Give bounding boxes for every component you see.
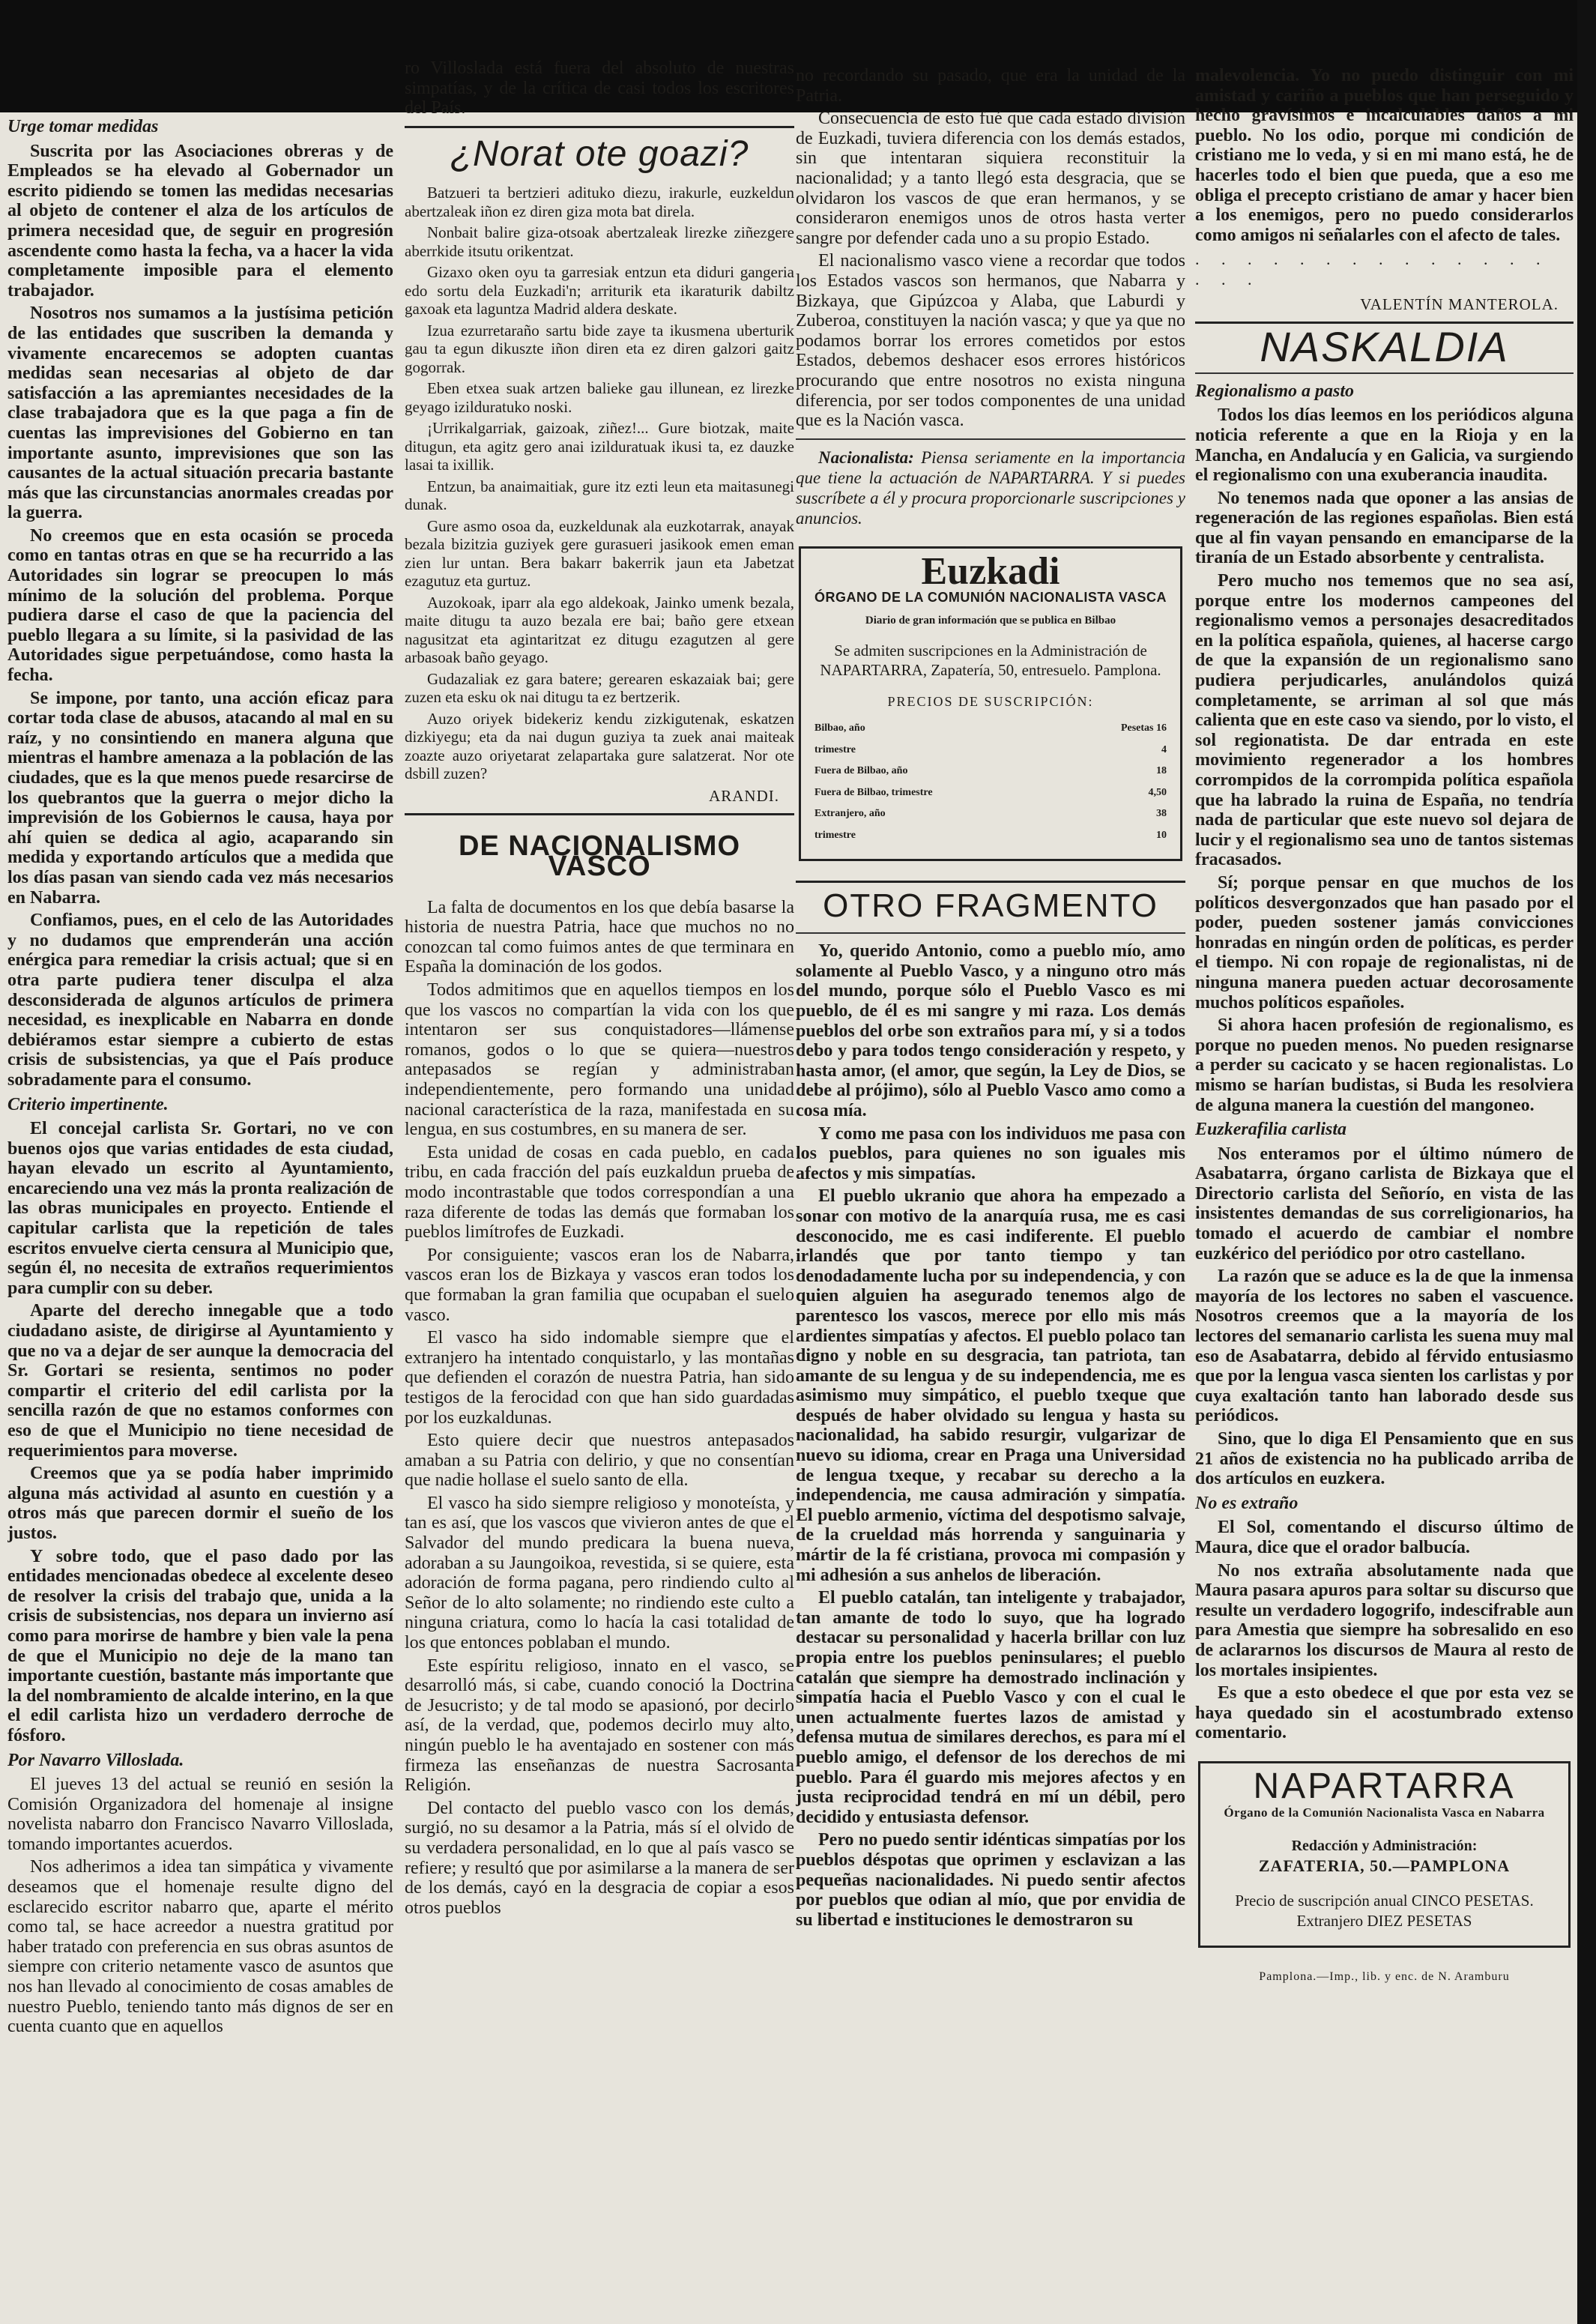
paragraph: El nacionalismo vasco viene a recordar que todos los Estados vascos son hermanos, que Nabarra y Bizkaya, que Gipúzcoa y Alaba, que Laburdi y Zuberoa, constituyen la nación vasca; y que ya que no podamos borrar los errores cometidos por estos Estados, debemos deshacer esos errores históricos procurando que entre nosotros no exista ninguna diferencia, por ser todos componentes de una unidad que es la Nación vasca. [796,251,1185,431]
column-1 [7,112,393,2316]
paragraph: Sino, que lo diga El Pensamiento que en sus 21 años de existencia no ha publicado arriba de dos artículos en euzkera. [1195,1429,1574,1489]
euzkadi-ad [799,546,1182,861]
paragraph: Y sobre todo, que el paso dado por las entidades mencionadas obedece al excelente deseo de resolver la crisis del trabajo que, unida a la crisis de subsistencias, nos depara un invierno así como para morirse de hambre y bien vale la pena de que el Municipio no deje de la mano tan importante cuestión, bastante más importante que la del nombramiento de alcalde interino, en la que el edil carlista hizo un verdadero derroche de fósforo. [7,1546,393,1745]
table-row [811,740,1170,761]
headline-fragmento: OTRO FRAGMENTO [823,887,1158,924]
dotted-separator: . . . . . . . . . . . . . . . . . [1195,250,1550,289]
price-label: Fuera de Bilbao, año [814,765,908,777]
ad-subtitle: Órgano de la Comunión Nacionalista Vasca en Nabarra [1224,1805,1545,1820]
criterio-article [7,1119,393,1745]
headline-naskaldia: NASKALDIA [1260,323,1509,371]
paragraph: ¡Urrikalgarriak, gaizoak, ziñez!... Gure biotzak, maite ditugun, eta agitz gero anai izilduratuak ikusi ta, ez dauzke lasai ta ixillik. [405,419,794,474]
paragraph: Auzo oriyek bidekeriz kendu zizkigutenak, eskatzen dizkiyegu; eta da nai dugun guziya ta zuek anai maiteak zoazte auzo oriyetarat zelapartaka gure salatzerat. Nor ote dsbill zuzen? [405,709,794,783]
paragraph: Entzun, ba anaimaitiak, gure itz ezti leun eta maitasunegi dunak. [405,477,794,514]
fragmento-article [796,941,1185,1930]
ad-title: NAPARTARRA [1253,1766,1516,1806]
paragraph: No creemos que en esta ocasión se proceda como en tantas otras en que se ha recurrido a las Autoridades sin lograr se preocupen lo más mínimo de la solución del problema. Porque pudiera darse el caso de que la paciencia del pueblo llegara a su límite, si la pasividad de las Autoridades sigue perpetuándose, como hasta la fecha. [7,525,393,686]
section-title-navarro: Por Navarro Villoslada. [7,1750,184,1770]
price-label: trimestre [814,743,856,755]
paragraph: Aparte del derecho innegable que a todo ciudadano asiste, de dirigirse al Ayuntamiento y que no va a dejar de ser aunque la democracia del Sr. Gortari se resienta, sentimos no poder compartir el criterio del edil carlista por la sencilla razón de que no estamos conformes con eso de que el Municipio no tiene necesidad de requerimientos para moverse. [7,1301,393,1461]
table-row [811,718,1170,740]
table-row [811,761,1170,782]
ad-description: Diario de gran información que se publica en Bilbao [865,614,1116,627]
euzkerafilia-article [1195,1144,1574,1489]
paragraph: Si ahora hacen profesión de regionalismo, es porque no pueden menos. No pueden resignarse a perder su cacicato y se hacen regionalistas. Lo mismo se harían budistas, si Buda les resolviera de alguna manera la cuestión del mangoneo. [1195,1015,1574,1115]
paragraph: El Sol, comentando el discurso último de Maura, dice que el orador balbucía. [1195,1518,1574,1557]
paragraph: Eben etxea suak artzen balieke gau illunean, ez lirezke geyago izilduratuko noski. [405,379,794,416]
column-2 [405,58,794,2262]
section-title-extrano: No es extraño [1195,1493,1299,1513]
paragraph: Se impone, por tanto, una acción eficaz para cortar toda clase de abusos, atacando al mal en su raíz, y no consintiendo en manera alguna que mientras el hambre amenaza a la población de las ciudades, que es la que menos puede resarcirse de los quebrantos que la guerra o mejor dicho la imprevisión de los Gobiernos le causa, haya por ahí quien se dedica al agio, acaparando sin medida y exportando artículos que a medida que los días pasan van siendo cada vez más necesarios en Nabarra. [7,688,393,908]
paragraph: Nos adherimos a idea tan simpática y vivamente deseamos que el homenaje resulte digno del esclarecido escritor nabarro que, aparte el mérito como tal, se hace acreedor a nuestra gratitud por haber tratado con preferencia en sus obras asuntos de siempre con criterio netamente vasco de asuntos que nos han llevado al conocimiento de cosas amables de nuestro Pueblo, teniendo tanto más dignos de ser en cuenta cuanto que en aquellos [7,1857,393,2037]
paragraph: Creemos que ya se podía haber imprimido alguna más actividad al asunto en cuestión y a otros más que parecen dormir el sueño de los justos. [7,1464,393,1543]
ad-prices-heading: PRECIOS DE SUSCRIPCIÓN: [887,694,1094,710]
paragraph: Gizaxo oken oyu ta garresiak entzun eta diduri gangeria edo sortu dela Euzkadi'n; arriturik eta ikaraturik dabiltz gaxoak eta laguntza Madrid aldera deskate. [405,263,794,319]
navarro-article [7,1775,393,2037]
imprint: Pamplona.—Imp., lib. y enc. de N. Aramburu [1259,1970,1510,1984]
price-value: Pesetas 16 [1120,722,1167,734]
divider [1195,372,1574,374]
table-row [811,803,1170,825]
napartarra-ad [1198,1761,1571,1949]
paragraph: malevolencia. Yo no puedo distinguir con mi amistad y cariño a pueblos que han perseguido y hecho gravísimos e incalculables daños a mi pueblo. No los odio, porque mi condición de cristiano me lo veda, y si en mi mano está, he de hacerles todo el bien que pueda, que a eso me obliga el precepto cristiano de amar y hacer bien a los enemigos, pero no puedo considerarlos como amigos ni señalarles con el afecto de tales. [1195,66,1574,245]
price-value: 10 [1156,830,1167,842]
ad-title: Euzkadi [921,549,1060,593]
paragraph: No tenemos nada que oponer a las ansias de regeneración de las regiones españolas. Bien está que al fin vayan pensando en emanciparse de la tiranía de un Estado absorbente y centralista. [1195,488,1574,568]
section-title-urge: Urge tomar medidas [7,117,159,136]
paragraph: ro Villoslada está fuera del absoluto de nuestras simpatías, y de la crítica de casi todos los escritores del País. [405,58,794,118]
note-lead: Nacionalista: [818,447,914,467]
paragraph: Nonbait balire giza-otsoak abertzaleak lirezke ziñezgere aberrkide itsutu orikentzat. [405,223,794,260]
section-title-euzkerafilia: Euzkerafilia carlista [1195,1120,1347,1140]
paragraph: Consecuencia de esto fué que cada estado división de Euzkadi, tuviera diferencia con los demás estados, sin que intentaran siquiera reconstituir la nacionalidad; y a tanto llegó esta desgracia, que se olvidaron los vascos de que eran hermanos, y se consideraron enemigos unos de otros hasta verter sangre por defender cada uno a su propio Estado. [796,109,1185,248]
paragraph: Gure asmo osoa da, euzkeldunak ala euzkotarrak, anayak bezala bizitzia guziyek gere gurasueri jasikook emen eman zien lur untan. Bera bakarr bakerrik jaun eta Jabetzat ezagutuz eta gurtuz. [405,516,794,591]
signature-manterola: VALENTÍN MANTEROLA. [1360,295,1559,313]
column-4 [1195,66,1574,2269]
ad-redaction: Redacción y Administración: [1291,1838,1478,1855]
torn-right-edge [1577,0,1596,2324]
regionalismo-article [1195,405,1574,1115]
section-title-criterio: Criterio impertinente. [7,1094,169,1114]
price-value: 38 [1156,808,1167,820]
paragraph: El jueves 13 del actual se reunió en sesión la Comisión Organizadora del homenaje al insigne novelista nabarro don Francisco Navarro Villoslada, tomando importantes acuerdos. [7,1775,393,1854]
paragraph: El vasco ha sido indomable siempre que el extranjero ha intentado conquistarlo, y las montañas que defienden el corazón de nuestra Patria, han sido testigos de la ferocidad con que han sido guardadas por los euzkaldunas. [405,1328,794,1428]
paragraph: Este espíritu religioso, innato en el vasco, se desarrolló más, si cabe, cuando conoció la Doctrina de Jesucristo; y de tal modo se apasionó, por decirlo así, de la verdad, que, podemos decirlo muy alto, ningún pueblo le ha aventajado en sostener con más firmeza las enseñanzas de nuestra Sacrosanta Religión. [405,1656,794,1796]
paragraph: Todos admitimos que en aquellos tiempos en los que los vascos no compartían la vida con los que intentaron ser sus conquistadores—llámense romanos, godos o lo que se quiera—nuestros antepasados se regían y administraban independientemente, pero formando una unidad nacional característica de la raza, manifestada en su lengua, en sus costumbres, en su manera de ser. [405,980,794,1140]
paragraph: El vasco ha sido siempre religioso y monoteísta, y tan es así, que los vascos que vivieron antes de que el Salvador del mundo predicara la buena nueva, adoraban a su Jaungoikoa, revestida, si se quiere, esta adoración de forma pagana, pero rindiendo culto al Señor de lo alto solamente; no rindiendo este culto a ninguna criatura, como lo hacía la casi totalidad de los que entonces poblaban el mundo. [405,1493,794,1653]
headline-nacionalismo: DE NACIONALISMO VASCO [459,830,740,883]
divider [796,881,1185,883]
signature-arandi: ARANDI. [709,786,779,805]
paragraph: Todos los días leemos en los periódicos alguna noticia referente a que en la Rioja y en la Mancha, en Andalucía y en Galicia, va surgiendo el regionalismo con una exuberancia inaudita. [1195,405,1574,486]
price-table [811,718,1170,847]
paragraph: Por consiguiente; vascos eran los de Nabarra, vascos eran los de Bizkaya y vascos eran todos los que formaban la gran familia que ocupaban el suelo vasco. [405,1245,794,1325]
section-title-regionalismo: Regionalismo a pasto [1195,381,1355,401]
paragraph: Del contacto del pueblo vasco con los demás, surgió, no su desamor a la Patria, más sí el olvido de su verdadera personalidad, en lo que al país vasco se refiere; y resultó que por asimilarse a la manera de ser de los demás, cayó en la desgracia de copiar a esos otros pueblos [405,1798,794,1918]
price-label: Extranjero, año [814,808,886,820]
paragraph: No nos extraña absolutamente nada que Maura pasara apuros para soltar su discurso que resulte un verdadero logogrifo, indescifrable aun para Amestia que siempre ha sobresalido en eso de aclararnos los discursos de Maura al resto de los mortales insipientes. [1195,1560,1574,1680]
paragraph: Es que a esto obedece el que por esta vez se haya quedado sin el acostumbrado extenso comentario. [1195,1683,1574,1743]
divider [405,813,794,815]
paragraph: La falta de documentos en los que debía basarse la historia de nuestra Patria, hace que muchos no no conozcan tal como fuimos antes de que terminara en España la dominación de los godos. [405,897,794,977]
paragraph: Esta unidad de cosas en cada pueblo, en cada tribu, en cada fracción del país euzkaldun prueba de modo incontrastable que todos correspondían a una raza diferente de todas las demás que formaban los pueblos limítrofes de Euzkadi. [405,1142,794,1243]
paragraph: Confiamos, pues, en el celo de las Autoridades y no dudamos que emprenderán una acción enérgica para remediar la crisis actual; que si en otra parte pudiera tener disculpa el alza desconsiderada de algunos artículos de primera necesidad, es inexplicable en Nabarra en donde debiéramos estar siempre a cubierto de estas crisis de subsistencias, ya que el País produce sobradamente para el consumo. [7,911,393,1090]
paragraph: Esto quiere decir que nuestros antepasados amaban a su Patria con delirio, y que no consentían que nadie hollase el suelo santo de ella. [405,1431,794,1491]
divider [405,126,794,128]
paragraph: Suscrita por las Asociaciones obreras y de Empleados se ha elevado al Gobernador un escrito pidiendo se tomen las medidas necesarias al objeto de contener el alza de los artículos de primera necesidad que, de seguir en progresión ascendente como hasta la fecha, va a hacer la vida completamente imposible para el elemento trabajador. [7,141,393,301]
note-text: Piensa seriamente en la importancia que tiene la actuación de NAPARTARRA. Y si puedes suscríbete a él y procura proporcionarle suscripciones y anuncios. [796,447,1185,528]
norat-article [405,184,794,783]
urge-article [7,142,393,1090]
paragraph: Nosotros nos sumamos a la justísima petición de las entidades que suscriben la demanda y vivamente encarecemos se adopten cuantas medidas sean necesarias al objeto de dar satisfacción a las apremiantes necesidades de la clase trabajadora que es la que paga a fin de cuentas las imprevisiones del Gobierno en tan importante asunto, imprevisiones que son las causantes de la actual situación precaria bastante más que las circunstancias anormales creadas por la guerra. [7,304,393,523]
paragraph: Nos enteramos por el último número de Asabatarra, órgano carlista de Bizkaya que el Directorio carlista del Señorío, en vista de las insistentes demandas de sus correligionarios, ha tomado el acuerdo de cambiar el nombre euzkérico del periódico por otro castellano. [1195,1144,1574,1264]
paragraph: Y como me pasa con los individuos me pasa con los pueblos, para quienes no son iguales mis afectos y mis simpatías. [796,1123,1185,1183]
table-row [811,825,1170,847]
paragraph: Batzueri ta bertzieri adituko diezu, irakurle, euzkeldun abertzaleak iñon ez diren giza mota bat direla. [405,184,794,220]
paragraph: no recordando su pasado, que era la unidad de la Patria. [796,66,1185,106]
ad-text: Se admiten suscripciones en la Administración de NAPARTARRA, Zapatería, 50, entresuelo. Pamplona. [820,642,1161,680]
price-label: Bilbao, año [814,722,865,734]
ad-subtitle: ÓRGANO DE LA COMUNIÓN NACIONALISTA VASCA [814,590,1167,606]
paragraph: Pero mucho nos tememos que no sea así, porque entre los modernos campeones del regionalismo vemos a personajes desacreditados en la política española, quienes, al hacerse cargo de que la expansión de un regionalismo sano pudiera perjudicarles, anulándolos quizá completamente, se arriman al sol que más calienta que en este caso va siendo, por lo visto, el sol regionatista. De dar entrada en este movimiento regenerador a los hombres corrompidos de la corrompida política española que ha labrado la ruina de España, no tendría nada de particular que este nuevo sol dejara de lucir y el regionalismo sea uno de tantos sistemas fracasados. [1195,571,1574,870]
column-3 [796,66,1185,2269]
price-label: trimestre [814,830,856,842]
paragraph: Pero no puedo sentir idénticas simpatías por los pueblos déspotas que oprimen y esclavizan a las pequeñas nacionalidades. Ni puedo sentir afectos por pueblos que odian al mío, que por envidia de su libertad e instituciones le demostraron su [796,1830,1185,1930]
extrano-article [1195,1518,1574,1743]
table-row [811,782,1170,804]
divider [796,932,1185,934]
paragraph: El pueblo catalán, tan inteligente y trabajador, tan amante de todo lo suyo, que ha logrado destacar su personalidad y hacerla brillar con luz propia entre los pueblos peninsulares; el pueblo catalán que siempre ha demostrado inclinación y simpatía hacia el Pueblo Vasco y con el cual le unen actualmente fuertes lazos de amistad y defensa mutua de similares derechos, es para mí el pueblo amigo, el defensor de los derechos de mi pueblo. Para él guardo mis mejores afectos y en justa reciprocidad tendrá en mí un débil, pero decidido y entusiasta defensor. [796,1588,1185,1827]
headline-norat: ¿Norat ote goazi? [450,133,749,174]
paragraph: Izua ezurretaraño sartu bide zaye ta ikusmena uberturik gau ta egun dikuszte iñon diren eta ez diren galzori gaitz gogorrak. [405,321,794,376]
ad-address: ZAFATERIA, 50.—PAMPLONA [1258,1856,1511,1875]
paragraph: El concejal carlista Sr. Gortari, no ve con buenos ojos que varias entidades de esta ciudad, hayan elevado un escrito al Ayuntamiento, encareciendo una vez más la pronta realización de las obras municipales en proyecto. Entiende el capitular carlista que la repetición de tales escritos envuelve cierta censura al Municipio que, según él, no necesita de extraños requerimientos para cumplir con su deber. [7,1119,393,1298]
price-label: Fuera de Bilbao, trimestre [814,786,933,798]
paragraph: Sí; porque pensar en que muchos de los políticos desvergonzados que han pasado por el poder, pueden sostener jamás convicciones honradas en ningún orden de políticas, es perder el tiempo. Ni con ropaje de regionalistas, ni de ninguna manera pueden actuar decorosamente muchos políticos españoles. [1195,872,1574,1012]
ad-price: Precio de suscripción anual CINCO PESETAS. Extranjero DIEZ PESETAS [1235,1892,1534,1930]
paragraph: Auzokoak, iparr ala ego aldekoak, Jainko umenk bezala, maite ditugu ta auzo bezala ere bai; baño gere etxean nagusitzat eta agintaritzat ez ditugu ezagutzen al gere arbasoak baño geyago. [405,593,794,667]
paragraph: La razón que se aduce es la de que la inmensa mayoría de los lectores no saben el vascuence. Nosotros creemos que a la mayoría de los lectores del semanario carlista les suena muy mal eso de Asabatarra, debido al férvido entusiasmo que por la lengua vasca sienten los carlistas y por cuya exaltación tanto han laborado desde sus periódicos. [1195,1267,1574,1426]
price-value: 18 [1156,765,1167,777]
paragraph: Gudazaliak ez gara batere; gerearen eskazaiak bai; gere zuzen eta esku ok nai ditugu ta ez bertzerik. [405,669,794,707]
subscription-note [796,447,1185,528]
price-value: 4 [1161,743,1167,755]
nacionalismo-article [405,898,794,1919]
paragraph: Yo, querido Antonio, como a pueblo mío, amo solamente al Pueblo Vasco, y a ninguno otro más del mundo, porque sólo el Pueblo Vasco es mi pueblo, de él es mi sangre y mi raza. Los demás pueblos del orbe son extraños para mí, y si a todos debo y para todos tengo consideración y respeto, y hasta amor, (el amor, que según, la Ley de Dios, se debe al prójimo), sólo al Pueblo Vasco amo como a cosa mía. [796,941,1185,1120]
paragraph: El pueblo ukranio que ahora ha empezado a sonar con motivo de la anarquía rusa, me es casi desconocido, me es casi indiferente. El pueblo irlandés que por tanto tiempo y tan denodadamente lucha por su independencia, y con quien alguien ha asegurado tenemos algo de parentesco los vascos, merece por ello mis más ardientes simpatías y afectos. El pueblo polaco tan digno y noble en su desgracia, tan patriota, tan amante de su lengua y de su independencia, me es asimismo muy simpático, el pueblo txeque que después de haber olvidado su lengua y hasta su nacionalidad, ha sabido resurgir, vulgarizar de nuevo su idioma, crear en Praga una Universidad de lengua txeque, y recabar su derecho a la independencia, me causa admiración y simpatía. El pueblo armenio, víctima del despotismo salvaje, de la crueldad más horrenda y sanguinaria y mártir de la fé cristiana, provoca mi compasión y mi adhesión a sus anhelos de liberación. [796,1186,1185,1585]
divider [796,438,1185,440]
price-value: 4,50 [1148,786,1167,798]
